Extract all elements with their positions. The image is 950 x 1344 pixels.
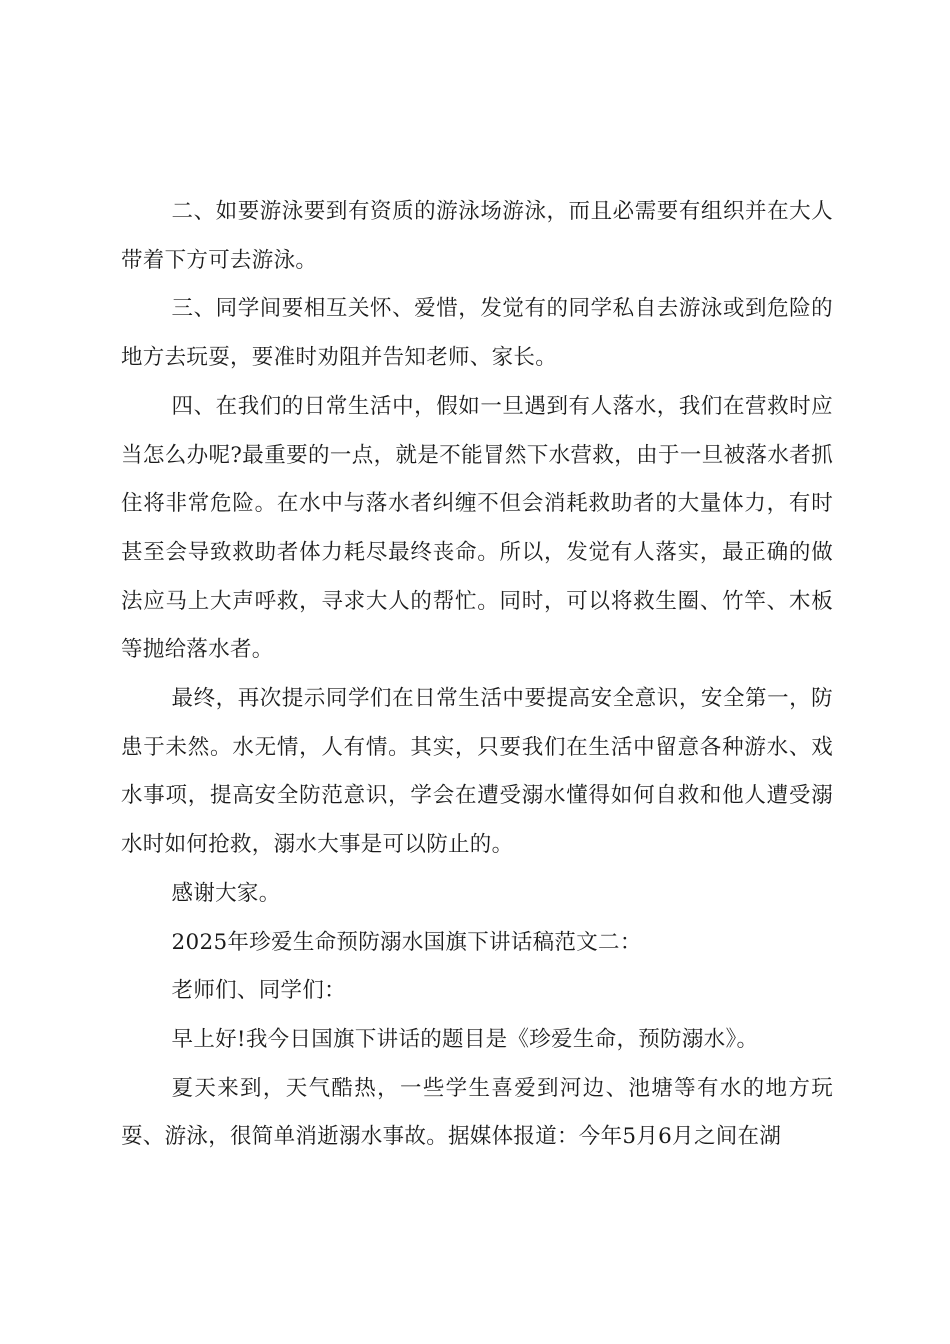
paragraph-conclusion: 最终，再次提示同学们在日常生活中要提高安全意识，安全第一，防患于未然。水无情，人有情。其实，只要我们在生活中留意各种游水、戏水事项，提高安全防范意识，学会在遭受溺水懂得如何自救和他人遭受溺水时如何抢救，溺水大事是可以防止的。 — [121, 686, 833, 858]
document-body — [121, 188, 833, 1162]
paragraph-thanks: 感谢大家。 — [171, 880, 281, 906]
section-heading-speech-two: 2025年珍爱生命预防溺水国旗下讲话稿范文二： — [171, 929, 642, 955]
paragraph-care-for-classmates: 三、同学间要相互关怀、爱惜，发觉有的同学私自去游泳或到危险的地方去玩耍，要准时劝阻并告知老师、家长。 — [121, 296, 833, 371]
paragraph-swim-at-licensed-pool: 二、如要游泳要到有资质的游泳场游泳，而且必需要有组织并在大人带着下方可去游泳。 — [121, 199, 833, 273]
paragraph-summer-intro: 夏天来到，天气酷热，一些学生喜爱到河边、池塘等有水的地方玩耍、游泳，很简单消逝溺水事故。据媒体报道：今年5月6月之间在湖 — [121, 1075, 833, 1150]
paragraph-salutation: 老师们、同学们： — [171, 978, 346, 1004]
paragraph-greeting-topic: 早上好!我今日国旗下讲话的题目是《珍爱生命，预防溺水》。 — [171, 1026, 759, 1052]
paragraph-rescue-advice: 四、在我们的日常生活中，假如一旦遇到有人落水，我们在营救时应当怎么办呢?最重要的一点，就是不能冒然下水营救，由于一旦被落水者抓住将非常危险。在水中与落水者纠缠不但会消耗救助者的大量体力，有时甚至会导致救助者体力耗尽最终丧命。所以，发觉有人落实，最正确的做法应马上大声呼救，寻求大人的帮忙。同时，可以将救生圈、竹竿、木板等抛给落水者。 — [121, 393, 833, 663]
